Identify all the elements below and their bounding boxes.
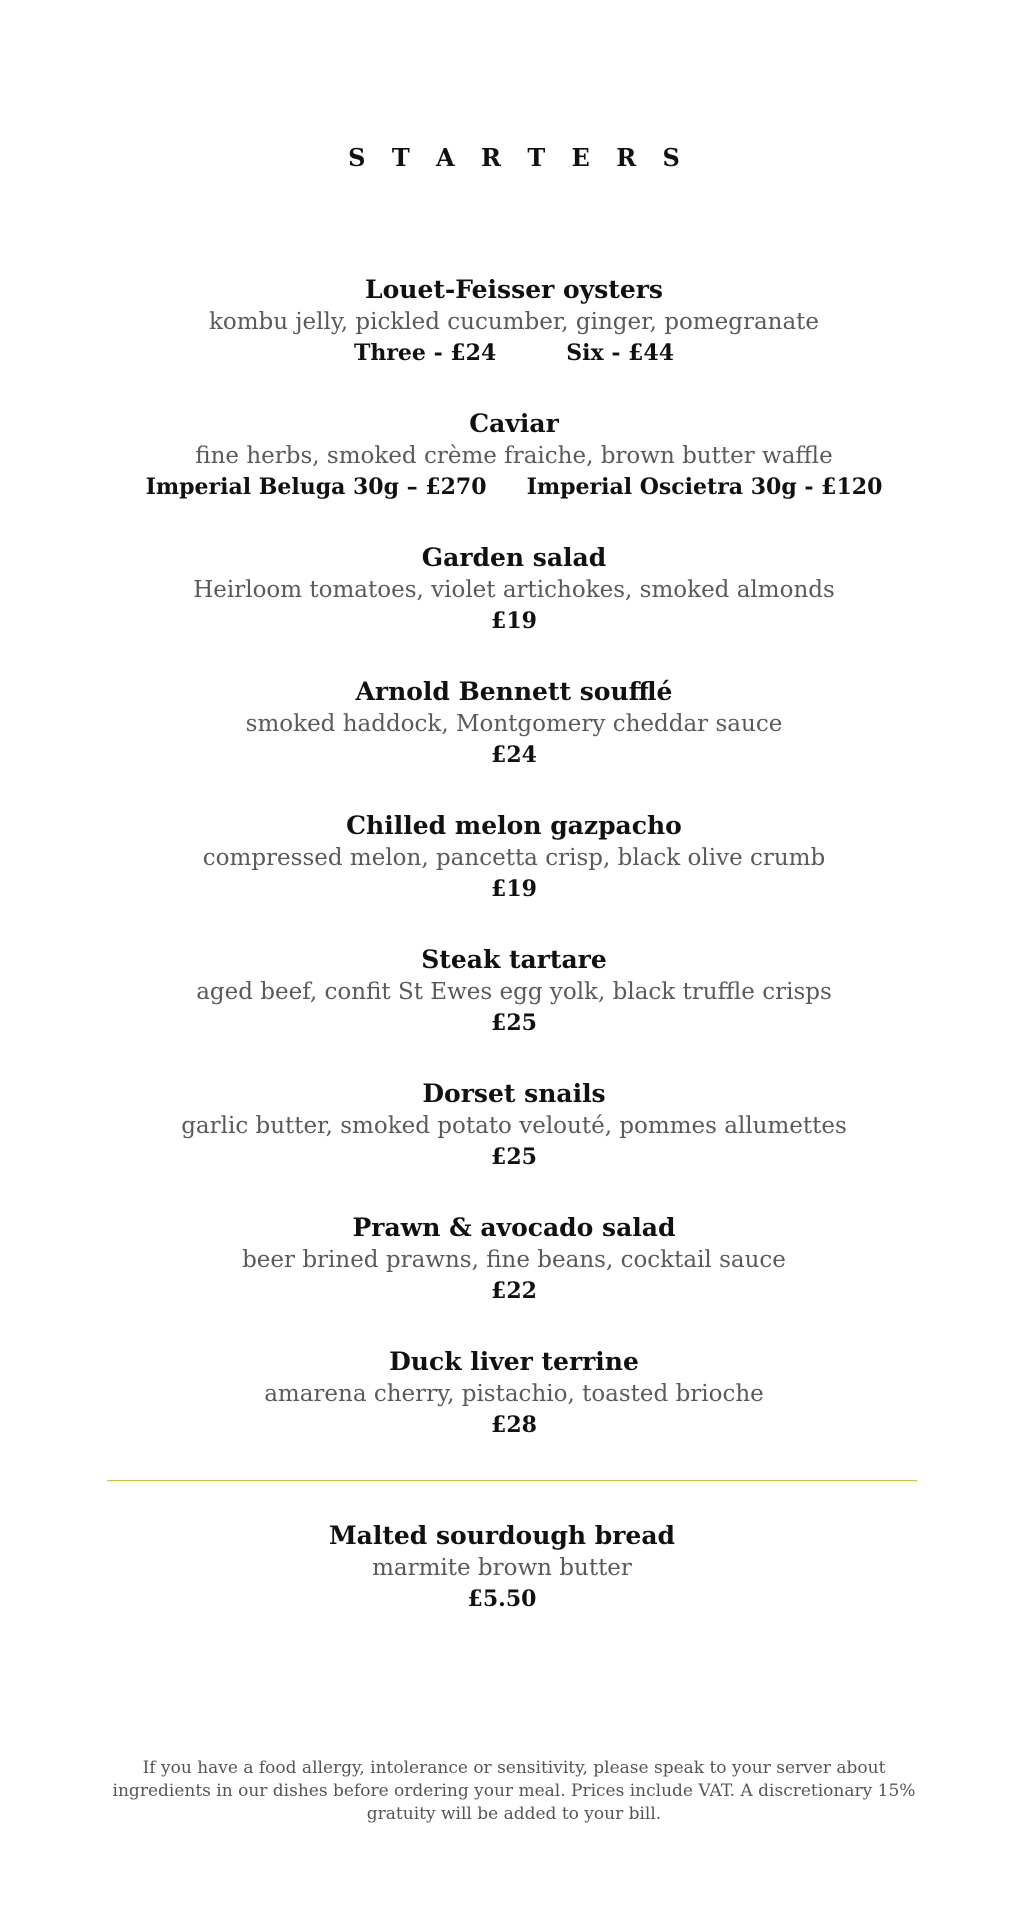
dish-name: Steak tartare [421, 945, 607, 974]
dish-prawn-salad [0, 1212, 1028, 1306]
dish-dorset-snails [0, 1078, 1028, 1172]
dish-steak-tartare [0, 944, 1028, 1038]
dish-name: Arnold Bennett soufflé [355, 677, 673, 706]
dish-description: garlic butter, smoked potato velouté, pommes allumettes [181, 1113, 847, 1139]
dish-name: Malted sourdough bread [328, 1521, 676, 1550]
dish-gazpacho [0, 810, 1028, 904]
dish-sourdough-bread [0, 1520, 1016, 1614]
dish-description: kombu jelly, pickled cucumber, ginger, pomegranate [208, 309, 820, 335]
dish-price-options [0, 338, 1028, 368]
dish-oysters [0, 274, 1028, 368]
price-option: Six - £44 [566, 340, 675, 366]
dish-description: beer brined prawns, fine beans, cocktail sauce [242, 1247, 786, 1273]
dish-description: fine herbs, smoked crème fraiche, brown butter waffle [195, 443, 833, 469]
dish-price-options [0, 472, 1028, 502]
section-title: S T A R T E R S [348, 143, 689, 172]
dish-souffle [0, 676, 1028, 770]
dish-name: Chilled melon gazpacho [346, 811, 682, 840]
dish-description: aged beef, confit St Ewes egg yolk, black truffle crisps [196, 979, 832, 1005]
dish-price: £5.50 [467, 1586, 537, 1612]
dish-garden-salad [0, 542, 1028, 636]
dish-name: Duck liver terrine [389, 1347, 639, 1376]
dish-duck-terrine [0, 1346, 1028, 1440]
dish-description: smoked haddock, Montgomery cheddar sauce [245, 711, 783, 737]
section-divider [107, 1480, 917, 1481]
dish-name: Louet-Feisser oysters [365, 275, 663, 304]
dish-name: Dorset snails [422, 1079, 606, 1108]
dish-name: Prawn & avocado salad [352, 1213, 676, 1242]
allergy-notice: If you have a food allergy, intolerance or sensitivity, please speak to your server about ingredients in our dishes before ordering your meal. Prices include VAT. A discretionary 15% gratuity will be added to your bill. [112, 1758, 916, 1824]
dish-price: £28 [491, 1412, 537, 1438]
dish-price: £22 [491, 1278, 537, 1304]
dish-caviar [0, 408, 1028, 502]
price-option: Imperial Oscietra 30g - £120 [526, 474, 883, 500]
price-option: Imperial Beluga 30g – £270 [145, 474, 487, 500]
dish-price: £25 [491, 1144, 537, 1170]
dish-description: marmite brown butter [372, 1555, 632, 1581]
dish-price: £19 [491, 608, 537, 634]
dish-name: Caviar [469, 409, 559, 438]
dish-name: Garden salad [421, 543, 607, 572]
dish-price: £25 [491, 1010, 537, 1036]
dish-price: £24 [491, 742, 537, 768]
dish-price: £19 [491, 876, 537, 902]
dish-description: amarena cherry, pistachio, toasted brioche [264, 1381, 764, 1407]
price-option: Three - £24 [353, 340, 497, 366]
dish-description: compressed melon, pancetta crisp, black olive crumb [202, 845, 826, 871]
dish-description: Heirloom tomatoes, violet artichokes, smoked almonds [193, 577, 835, 603]
